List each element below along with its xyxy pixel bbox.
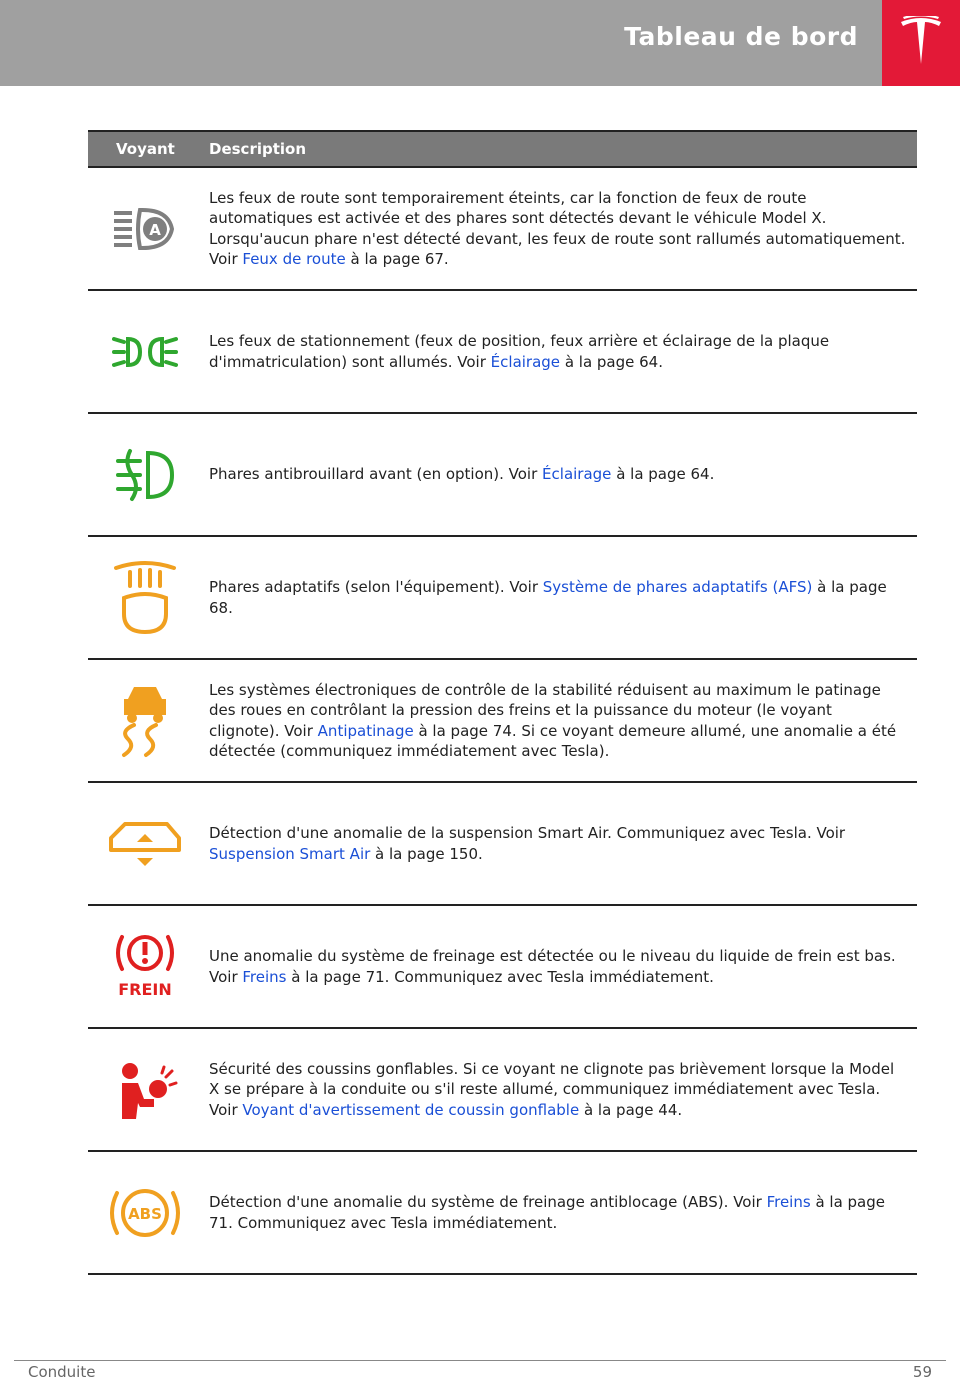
link-freins[interactable]: Freins (766, 1193, 811, 1211)
column-header-description: Description (209, 140, 307, 158)
footer-section: Conduite (28, 1363, 96, 1381)
table-row (88, 537, 917, 660)
page-title: Tableau de bord (624, 22, 858, 51)
stability-control-icon (110, 681, 180, 761)
tesla-logo-icon (899, 16, 943, 70)
abs-label: ABS (128, 1204, 162, 1223)
table-row (88, 1152, 917, 1275)
abs-warning-icon (107, 1181, 183, 1245)
auto-high-beam-off-icon (110, 204, 180, 254)
row-description: Une anomalie du système de freinage est détectée ou le niveau du liquide de frein est bas. Voir (209, 947, 896, 986)
brake-label: FREIN (118, 979, 172, 999)
suspension-fault-icon (107, 814, 183, 874)
row-description-suffix: à la page 64. (611, 465, 715, 484)
table-row (88, 168, 917, 291)
row-description-suffix: à la page 64. (560, 352, 663, 371)
link-afs[interactable]: Système de phares adaptatifs (AFS) (542, 578, 813, 596)
column-header-icon: Voyant (116, 140, 175, 158)
table-row (88, 660, 917, 783)
row-description: Sécurité des coussins gonflables. Si ce voyant ne clignote pas brièvement lorsque la Model X se prépare à la conduite ou s'il reste allumé, communiquez immédiatement avec Tesla. Voir (209, 1059, 895, 1119)
airbag-warning-icon (110, 1055, 180, 1125)
page-header (0, 0, 960, 86)
parking-lights-icon (110, 327, 180, 377)
row-description: Les systèmes électroniques de contrôle de la stabilité réduisent au maximum le patinage des roues en contrôlant la pression des freins et la puissance du moteur (le voyant clignote). Voir (209, 680, 881, 740)
page-number: 59 (912, 1363, 932, 1381)
link-antipatinage[interactable]: Antipatinage (317, 721, 414, 740)
row-description-suffix: à la page 67. (345, 250, 449, 268)
row-description-suffix: à la page 71. Communiquez avec Tesla immédiatement. (209, 1193, 885, 1232)
link-eclairage[interactable]: Éclairage (542, 465, 612, 484)
row-description-suffix: à la page 44. (579, 1100, 683, 1119)
table-row (88, 414, 917, 537)
row-description: Les feux de route sont temporairement éteints, car la fonction de feux de route automatiques est activée et des phares sont détectés devant le véhicule Model X. Lorsqu'aucun phare n'est détecté devant, les feux de route sont rallumés automatiquement. Voir (209, 188, 906, 268)
link-airbag[interactable]: Voyant d'avertissement de coussin gonflable (242, 1100, 580, 1119)
table-row (88, 1029, 917, 1152)
front-fog-lights-icon (110, 445, 180, 505)
indicator-table (88, 130, 917, 1275)
tesla-logo (882, 0, 960, 86)
table-row (88, 906, 917, 1029)
row-description-suffix: à la page 68. (209, 578, 887, 617)
row-description: Phares adaptatifs (selon l'équipement). Voir (209, 578, 543, 596)
link-freins[interactable]: Freins (242, 967, 287, 986)
link-eclairage[interactable]: Éclairage (490, 352, 561, 371)
row-description: Les feux de stationnement (feux de position, feux arrière et éclairage de la plaque d'immatriculation) sont allumés. Voir (209, 332, 830, 371)
link-feux-de-route[interactable]: Feux de route (242, 250, 346, 268)
svg-text:A: A (149, 220, 161, 239)
table-header (88, 130, 917, 168)
row-description: Détection d'une anomalie du système de freinage antiblocage (ABS). Voir (209, 1193, 767, 1211)
row-description: Phares antibrouillard avant (en option). Voir (209, 465, 543, 484)
row-description-suffix: à la page 74. Si ce voyant demeure allumé, une anomalie a été détectée (communiquez immédiatement avec Tesla). (209, 721, 897, 760)
row-description: Détection d'une anomalie de la suspension Smart Air. Communiquez avec Tesla. Voir (209, 824, 846, 842)
adaptive-headlights-icon (110, 558, 180, 638)
row-description-suffix: à la page 150. (370, 844, 483, 863)
link-suspension[interactable]: Suspension Smart Air (209, 844, 371, 863)
footer-divider (14, 1360, 946, 1361)
table-row (88, 291, 917, 414)
row-description-suffix: à la page 71. Communiquez avec Tesla immédiatement. (286, 967, 714, 986)
brake-warning-icon (110, 929, 180, 1005)
table-row (88, 783, 917, 906)
